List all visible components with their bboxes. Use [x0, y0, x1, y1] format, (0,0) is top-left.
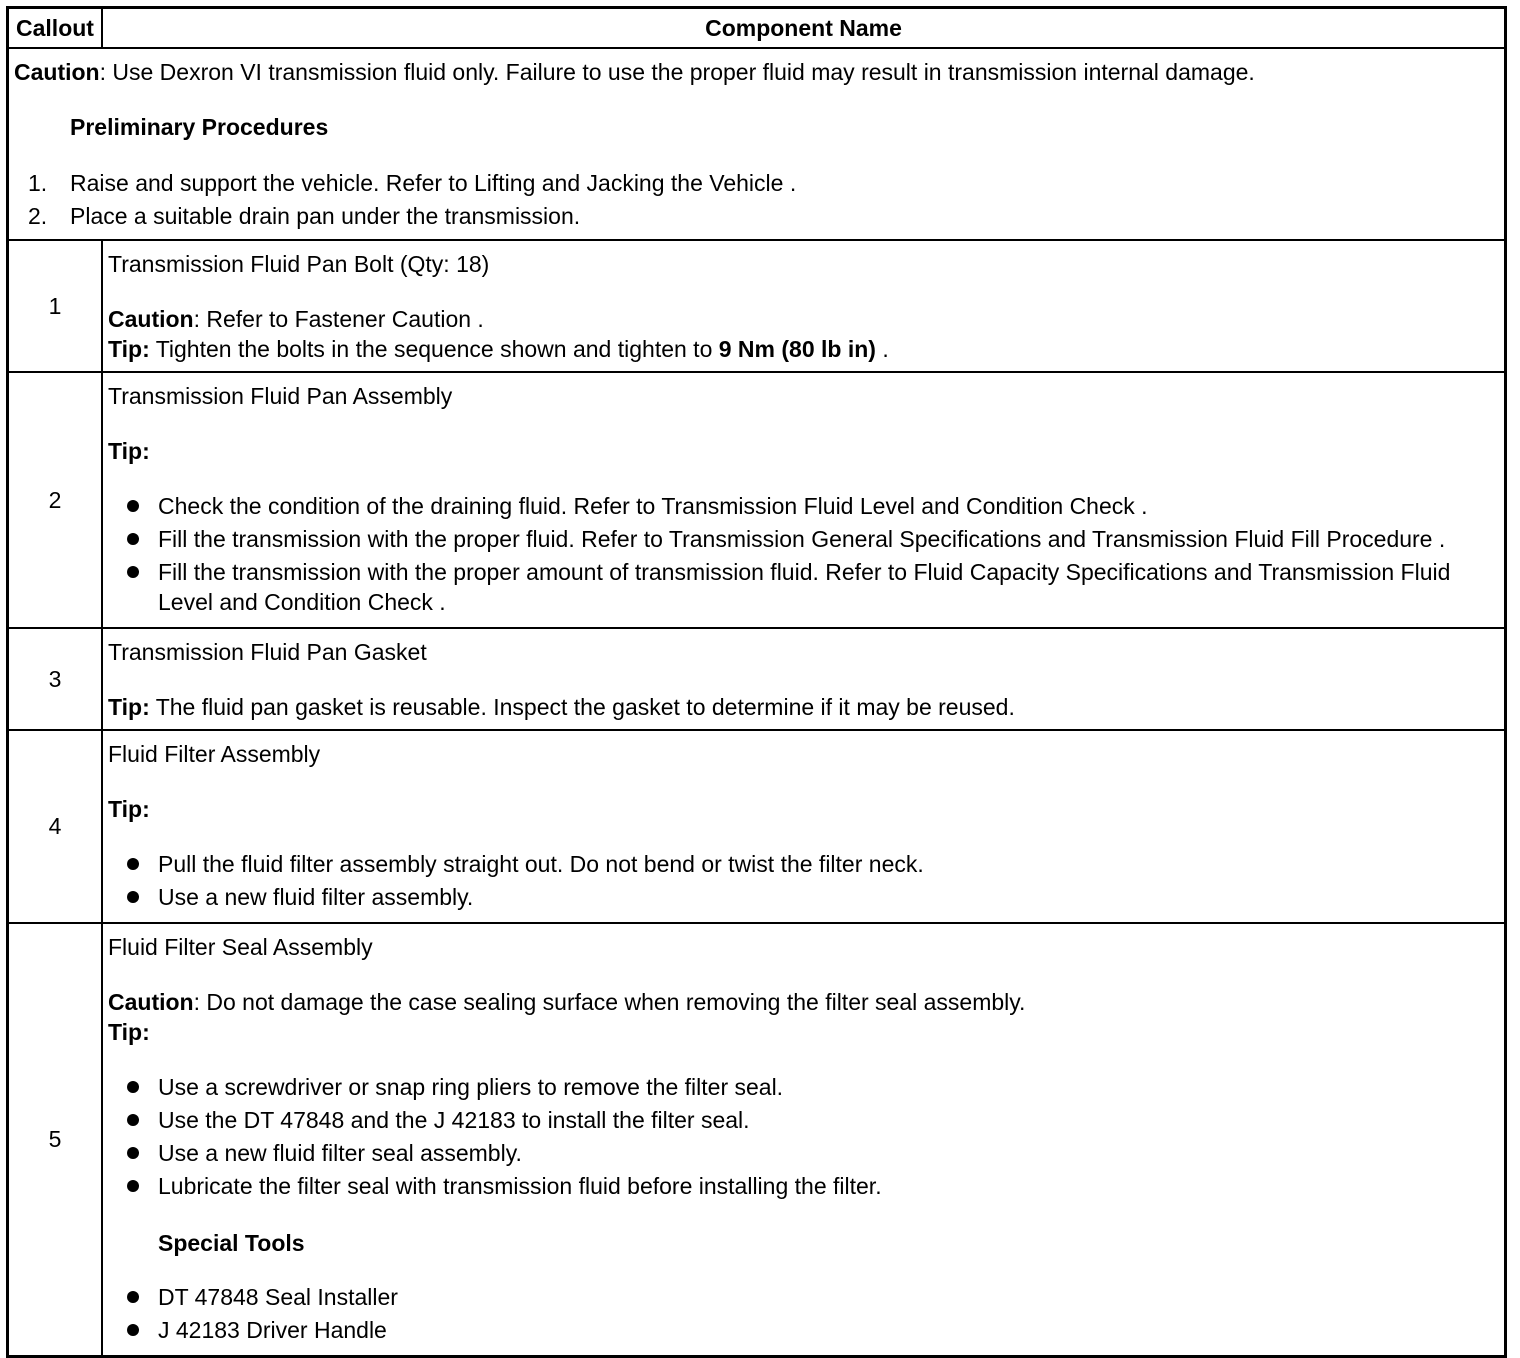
procedure-table: [6, 6, 1507, 1358]
list-item: Use a new fluid filter seal assembly.: [108, 1138, 1498, 1168]
callout-number: 2: [8, 372, 103, 628]
callout-number: 3: [8, 628, 103, 730]
caution-line: Caution: Do not damage the case sealing surface when removing the filter seal assembly.: [108, 989, 1026, 1015]
component-name: Fluid Filter Seal Assembly: [108, 934, 373, 960]
list-item: 1. Raise and support the vehicle. Refer to Lifting and Jacking the Vehicle .: [28, 170, 797, 196]
component-cell: [102, 923, 1506, 1357]
component-name: Transmission Fluid Pan Bolt (Qty: 18): [108, 251, 490, 277]
component-name: Transmission Fluid Pan Gasket: [108, 639, 427, 665]
intro-caution: [14, 57, 1498, 87]
list-item: Fill the transmission with the proper fluid. Refer to Transmission General Specifications and Transmission Fluid Fill Procedure .: [108, 524, 1498, 554]
callout-number: 5: [8, 923, 103, 1357]
header-row: [8, 8, 1506, 49]
list-item: Use the DT 47848 and the J 42183 to install the filter seal.: [108, 1105, 1498, 1135]
component-cell: [102, 240, 1506, 372]
component-cell: [102, 730, 1506, 923]
list-item: Use a new fluid filter assembly.: [108, 882, 1498, 912]
callout-header: Callout: [8, 8, 103, 49]
list-item: DT 47848 Seal Installer: [108, 1282, 1498, 1312]
caution-line: Caution: Refer to Fastener Caution .: [108, 306, 484, 332]
component-cell: [102, 372, 1506, 628]
list-item: Pull the fluid filter assembly straight out. Do not bend or twist the filter neck.: [108, 849, 1498, 879]
callout-number: 4: [8, 730, 103, 923]
list-item: Check the condition of the draining fluid. Refer to Transmission Fluid Level and Condition Check .: [108, 491, 1498, 521]
tip-label: Tip:: [108, 1019, 150, 1045]
component-name: Fluid Filter Assembly: [108, 741, 321, 767]
caution-label: Caution: [14, 59, 100, 85]
caution-text: : Use Dexron VI transmission fluid only. Failure to use the proper fluid may result in transmission internal damage.: [99, 59, 1255, 85]
list-item: Use a screwdriver or snap ring pliers to remove the filter seal.: [108, 1072, 1498, 1102]
tip-list: [108, 491, 1498, 617]
component-cell: [102, 628, 1506, 730]
preliminary-steps: [14, 167, 1498, 233]
table-row: [8, 240, 1506, 372]
component-header: Component Name: [102, 8, 1506, 49]
tip-line: Tip: The fluid pan gasket is reusable. Inspect the gasket to determine if it may be reused.: [108, 694, 1015, 720]
torque-spec: 9 Nm (80 lb in): [718, 336, 876, 362]
preliminary-title: Preliminary Procedures: [70, 114, 329, 140]
table-row: [8, 730, 1506, 923]
list-item: 2. Place a suitable drain pan under the transmission.: [28, 203, 581, 229]
list-item: Fill the transmission with the proper amount of transmission fluid. Refer to Fluid Capacity Specifications and Transmission Fluid Level and Condition Check .: [108, 557, 1498, 617]
table-row: [8, 372, 1506, 628]
tip-label: Tip:: [108, 438, 150, 464]
component-name: Transmission Fluid Pan Assembly: [108, 383, 453, 409]
table-row: [8, 923, 1506, 1357]
intro-row: [8, 48, 1506, 240]
special-tools-list: [108, 1282, 1498, 1345]
tip-list: [108, 849, 1498, 912]
tip-list: [108, 1072, 1498, 1201]
tip-label: Tip:: [108, 796, 150, 822]
list-item: J 42183 Driver Handle: [108, 1315, 1498, 1345]
list-item: Lubricate the filter seal with transmission fluid before installing the filter.: [108, 1171, 1498, 1201]
tip-line: Tip: Tighten the bolts in the sequence shown and tighten to 9 Nm (80 lb in) .: [108, 336, 889, 362]
special-tools-title: Special Tools: [158, 1230, 305, 1256]
callout-number: 1: [8, 240, 103, 372]
intro-cell: [8, 48, 1506, 240]
table-row: [8, 628, 1506, 730]
